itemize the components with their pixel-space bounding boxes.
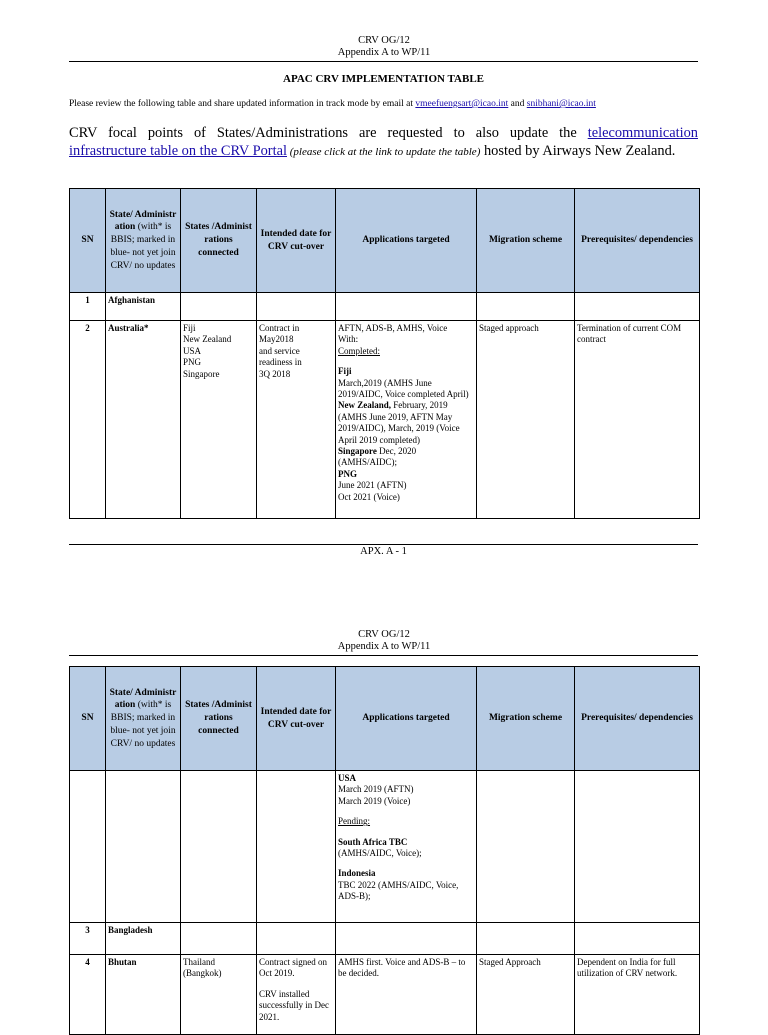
- doc-code: CRV OG/12: [358, 35, 410, 46]
- row-state: Bhutan: [106, 955, 181, 1035]
- row-connected: Fiji New Zealand USA PNG Singapore: [181, 321, 257, 519]
- col-apps: Applications targeted: [336, 667, 477, 771]
- row-sn: 2: [70, 321, 106, 519]
- col-date: Intended date for CRV cut-over: [257, 189, 336, 293]
- col-apps: Applications targeted: [336, 189, 477, 293]
- doc-code: CRV OG/12: [358, 629, 410, 640]
- row-sn: 1: [70, 293, 106, 321]
- focal-note: (please click at the link to update the table): [287, 146, 481, 158]
- table-row: [70, 771, 700, 923]
- row-state: Australia*: [106, 321, 181, 519]
- pending-label: Pending:: [338, 816, 371, 827]
- focal-points-paragraph: [69, 124, 698, 161]
- page-footer: APX. A - 1: [360, 546, 407, 557]
- col-state-note: (with* is BBIS; marked in blue- not yet join CRV/ no updates: [110, 222, 176, 271]
- col-migration: Migration scheme: [477, 189, 575, 293]
- email-link-2[interactable]: snibhani@icao.int: [526, 99, 596, 109]
- col-state: [106, 189, 181, 293]
- row-date: Contract in May2018 and service readiness in 3Q 2018: [257, 321, 336, 519]
- header-rule: [69, 61, 698, 62]
- completed-label: Completed:: [338, 345, 380, 356]
- table-row: [70, 293, 700, 321]
- focal-text-2: hosted by Airways New Zealand.: [480, 143, 676, 159]
- table-row: [70, 923, 700, 955]
- col-sn: SN: [70, 667, 106, 771]
- row-migration: Staged approach: [477, 321, 575, 519]
- col-prereq: Prerequisites/ dependencies: [575, 667, 700, 771]
- row-state: Bangladesh: [106, 923, 181, 955]
- header-rule: [69, 655, 698, 656]
- col-date: Intended date for CRV cut-over: [257, 667, 336, 771]
- appendix-ref: Appendix A to WP/11: [337, 47, 431, 58]
- col-state-label: State/ Administr ation: [109, 209, 177, 233]
- row-connected: Thailand (Bangkok): [181, 955, 257, 1035]
- appendix-ref: Appendix A to WP/11: [337, 641, 431, 652]
- implementation-table-page1: [69, 188, 700, 519]
- table-row: [70, 321, 700, 519]
- page2-header: [0, 629, 768, 653]
- col-migration: Migration scheme: [477, 667, 575, 771]
- row-sn: 3: [70, 923, 106, 955]
- footer-rule: [69, 544, 698, 545]
- page1-header: [0, 35, 768, 59]
- review-text: Please review the following table and share updated information in track mode by email at: [69, 99, 416, 109]
- row-apps: AMHS first. Voice and ADS-B – to be decided.: [336, 955, 477, 1035]
- col-state-note: (with* is BBIS; marked in blue- not yet join CRV/ no updates: [110, 700, 176, 749]
- page-title: APAC CRV IMPLEMENTATION TABLE: [283, 73, 484, 85]
- email-link-1[interactable]: vmeefuengsart@icao.int: [415, 99, 509, 109]
- crv-portal-link[interactable]: telecommunication infrastructure table on the CRV Portal: [69, 125, 698, 159]
- col-connected: States /Administ rations connected: [181, 667, 257, 771]
- and-text: and: [508, 99, 527, 109]
- row-migration: Staged Approach: [477, 955, 575, 1035]
- review-instruction: [69, 99, 709, 109]
- focal-text-1: CRV focal points of States/Administrations are requested to also update the: [69, 125, 588, 141]
- row-sn: 4: [70, 955, 106, 1035]
- implementation-table-page2: [69, 666, 700, 1035]
- row-prereq: Dependent on India for full utilization of CRV network.: [575, 955, 700, 1035]
- table-header-row: [70, 667, 700, 771]
- row-apps: USA March 2019 (AFTN) March 2019 (Voice) Pending: South Africa TBC (AMHS/AIDC, Voice); Indonesia TBC 2022 (AMHS/AIDC, Voice, ADS-B);: [336, 771, 477, 923]
- col-state: [106, 667, 181, 771]
- row-apps: AFTN, ADS-B, AMHS, Voice With: Completed: Fiji March,2019 (AMHS June 2019/AIDC, Voice completed April) New Zealand, February, 2019 (AMHS June 2019, AFTN May 2019/AIDC), March, 2019 (Voice April 2019 completed) Singapore Dec, 2020 (AMHS/AIDC); PNG June 2021 (AFTN) Oct 2021 (Voice): [336, 321, 477, 519]
- row-date: Contract signed on Oct 2019. CRV installed successfully in Dec 2021.: [257, 955, 336, 1035]
- col-sn: SN: [70, 189, 106, 293]
- table-row: [70, 955, 700, 1035]
- row-state: Afghanistan: [106, 293, 181, 321]
- col-state-label: State/ Administr ation: [109, 687, 177, 711]
- table-header-row: [70, 189, 700, 293]
- row-prereq: Termination of current COM contract: [575, 321, 700, 519]
- col-connected: States /Administ rations connected: [181, 189, 257, 293]
- col-prereq: Prerequisites/ dependencies: [575, 189, 700, 293]
